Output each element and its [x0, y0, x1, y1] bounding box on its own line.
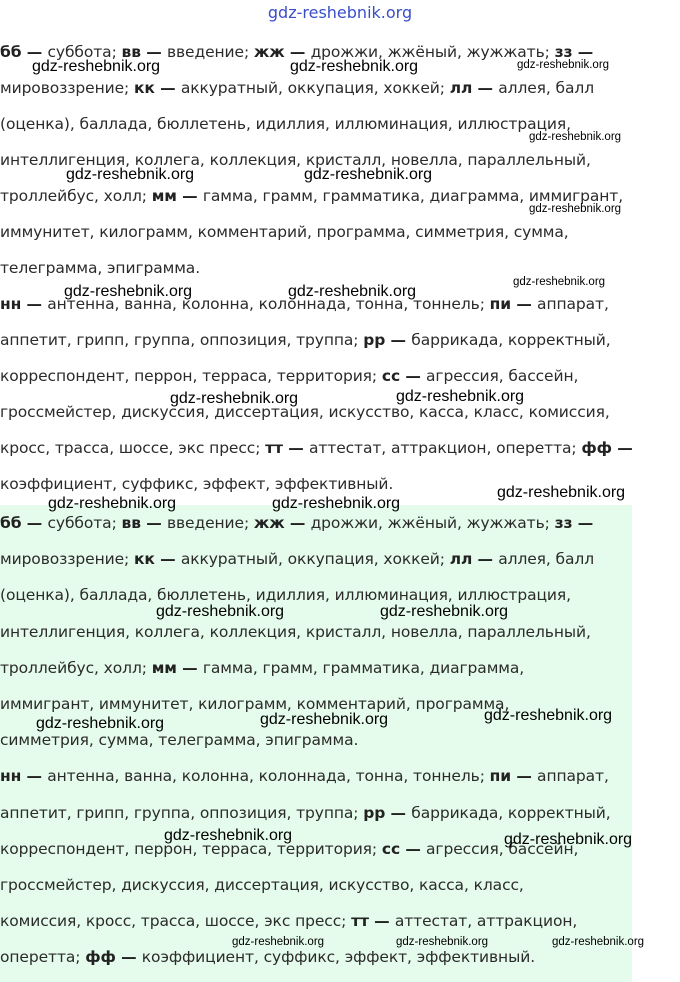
word-list-text: коэффициент, суффикс, эффект, эффективный.	[0, 475, 394, 493]
word-list-text: мировоззрение;	[0, 550, 130, 569]
letter-pair-label: фф —	[581, 439, 633, 457]
watermark-text: gdz-reshebnik.org	[36, 715, 165, 732]
word-list-paragraph	[0, 758, 632, 975]
watermark-text: gdz-reshebnik.org	[517, 59, 610, 71]
letter-pair-label: бб —	[0, 43, 48, 61]
letter-pair-label: кк —	[133, 79, 181, 97]
watermark-text: gdz-reshebnik.org	[66, 166, 195, 183]
word-list-text: гамма, грамм, грамматика, диаграмма, иммигрант, иммунитет, килограмм, комментарий, программа, симметрия, сумма, телеграмма, эпиграмма.	[0, 187, 624, 277]
letter-pair-label: тт —	[265, 439, 309, 457]
letter-pair-label: жж —	[253, 43, 311, 61]
letter-pair-label: пи —	[489, 295, 538, 313]
word-list-paragraph	[0, 34, 680, 286]
watermark-text: gdz-reshebnik.org	[288, 283, 417, 300]
watermark-text: gdz-reshebnik.org	[529, 203, 622, 215]
letter-pair-label: рр —	[363, 331, 412, 349]
letter-pair-label: нн —	[0, 767, 48, 786]
word-list-text: коэффициент, суффикс, эффект, эффективный.	[141, 948, 536, 967]
word-list-text: баррикада, корректный, корреспондент, перрон, терраса, территория;	[0, 331, 611, 385]
letter-pair-label: лл —	[449, 550, 499, 569]
answer-block-highlighted	[0, 505, 632, 982]
letter-pair-label: фф —	[85, 948, 142, 967]
word-list-text: аллея, балл (оценка), баллада, бюллетень, идиллия, иллюминация, иллюстрация, интеллигенция, коллега, коллекция, кристалл, новелла, параллельный, троллейбус, холл;	[0, 550, 595, 677]
watermark-text: gdz-reshebnik.org	[272, 495, 401, 512]
watermark-text: gdz-reshebnik.org	[64, 283, 193, 300]
letter-pair-label: тт —	[351, 912, 395, 931]
watermark-text: gdz-reshebnik.org	[396, 388, 525, 405]
site-link[interactable]: gdz-reshebnik.org	[267, 3, 413, 22]
watermark-text: gdz-reshebnik.org	[290, 58, 419, 75]
letter-pair-label: нн —	[0, 295, 48, 313]
word-list-text: дрожжи, жжёный, жужжать;	[310, 43, 555, 61]
answer-block-plain	[0, 34, 680, 502]
letter-pair-label: сс —	[381, 839, 427, 858]
word-list-text: мировоззрение;	[0, 79, 130, 97]
watermark-text: gdz-reshebnik.org	[380, 603, 509, 620]
word-list-text: антенна, ванна, колонна, колоннада, тонна, тоннель;	[47, 295, 490, 313]
word-list-paragraph	[0, 286, 680, 502]
watermark-text: gdz-reshebnik.org	[48, 495, 177, 512]
word-list-text: агрессия, бассейн, гроссмейстер, дискуссия, диссертация, искусство, касса, класс, комиссия, кросс, трасса, шоссе, экс пресс;	[0, 367, 610, 457]
watermark-text: gdz-reshebnik.org	[396, 936, 489, 948]
word-list-paragraph	[0, 505, 632, 758]
letter-pair-label: жж —	[253, 514, 311, 532]
letter-pair-label: вв —	[121, 43, 167, 61]
letter-pair-label: рр —	[363, 803, 412, 822]
letter-pair-label: зз —	[554, 514, 594, 532]
watermark-text: gdz-reshebnik.org	[484, 707, 613, 724]
word-list-text: введение;	[166, 514, 254, 532]
watermark-text: gdz-reshebnik.org	[529, 131, 622, 143]
letter-pair-label: лл —	[449, 79, 499, 97]
letter-pair-label: сс —	[381, 367, 427, 385]
watermark-text: gdz-reshebnik.org	[156, 603, 285, 620]
letter-pair-label: бб —	[0, 514, 48, 532]
word-list-text: баррикада, корректный, корреспондент, перрон, терраса, территория;	[0, 803, 611, 858]
word-list-text: суббота;	[47, 514, 122, 532]
watermark-text: gdz-reshebnik.org	[504, 831, 633, 848]
word-list-text: аттестат, аттракцион, оперетта;	[0, 912, 578, 967]
watermark-text: gdz-reshebnik.org	[260, 711, 389, 728]
word-list-text: антенна, ванна, колонна, колоннада, тонна, тоннель;	[47, 767, 490, 786]
letter-pair-label: вв —	[121, 514, 167, 532]
watermark-text: gdz-reshebnik.org	[304, 166, 433, 183]
watermark-text: gdz-reshebnik.org	[232, 936, 325, 948]
watermark-text: gdz-reshebnik.org	[170, 390, 299, 407]
word-list-text: агрессия, бассейн, гроссмейстер, дискуссия, диссертация, искусство, касса, класс, комиссия, кросс, трасса, шоссе, экс пресс;	[0, 839, 579, 931]
word-list-text: аккуратный, оккупация, хоккей;	[180, 550, 450, 569]
word-list-text: введение;	[166, 43, 254, 61]
watermark-text: gdz-reshebnik.org	[552, 936, 645, 948]
word-list-text: аппарат, аппетит, грипп, группа, оппозиция, труппа;	[0, 767, 609, 822]
letter-pair-label: мм —	[151, 658, 203, 677]
letter-pair-label: пи —	[489, 767, 538, 786]
letter-pair-label: зз —	[554, 43, 594, 61]
word-list-text: аккуратный, оккупация, хоккей;	[180, 79, 450, 97]
word-list-text: аттестат, аттракцион, оперетта;	[308, 439, 582, 457]
letter-pair-label: кк —	[133, 550, 181, 569]
word-list-text: суббота;	[47, 43, 122, 61]
watermark-text: gdz-reshebnik.org	[32, 58, 161, 75]
letter-pair-label: мм —	[151, 187, 203, 205]
watermark-text: gdz-reshebnik.org	[164, 827, 293, 844]
watermark-text: gdz-reshebnik.org	[513, 276, 606, 288]
word-list-text: дрожжи, жжёный, жужжать;	[310, 514, 555, 532]
word-list-text: гамма, грамм, грамматика, диаграмма, иммигрант, иммунитет, килограмм, комментарий, программа, симметрия, сумма, телеграмма, эпиграмма.	[0, 658, 525, 750]
word-list-text: аллея, балл (оценка), баллада, бюллетень, идиллия, иллюминация, иллюстрация, интеллигенция, коллега, коллекция, кристалл, новелла, параллельный, троллейбус, холл;	[0, 79, 595, 205]
word-list-text: аппарат, аппетит, грипп, группа, оппозиция, труппа;	[0, 295, 609, 349]
watermark-text: gdz-reshebnik.org	[497, 484, 626, 501]
